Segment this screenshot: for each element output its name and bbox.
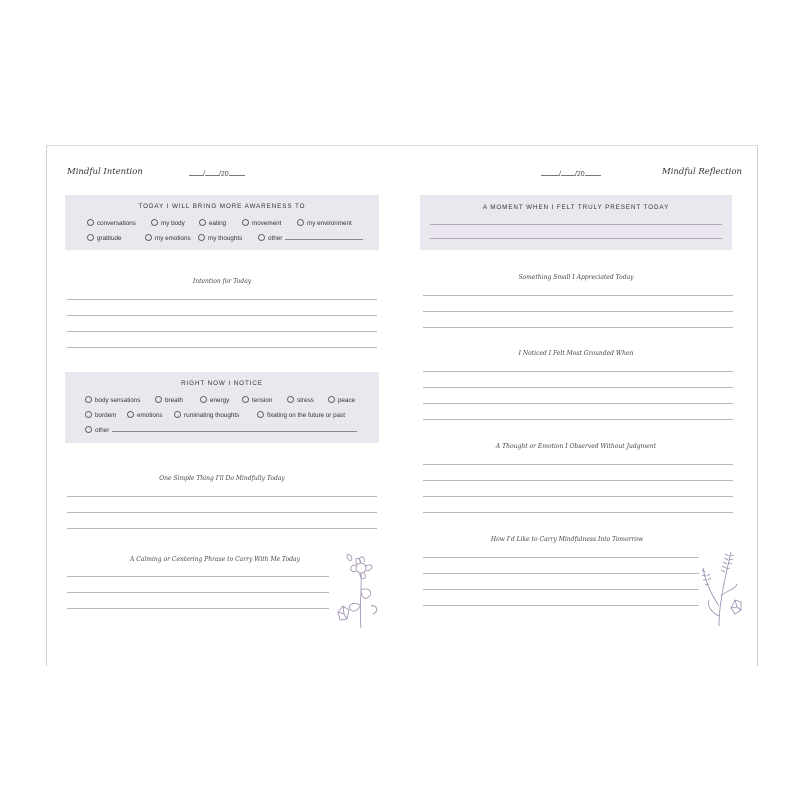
left-date-field[interactable] [189,168,245,178]
other-write-line[interactable] [285,238,363,240]
awareness-option[interactable]: conversations [87,219,136,227]
awareness-option[interactable]: eating [199,219,226,227]
notice-option[interactable]: emotions [127,411,163,419]
notice-option[interactable]: energy [200,396,229,404]
writing-line[interactable] [67,315,377,316]
prompt-grounded: I Noticed I Felt Most Grounded When [518,350,634,357]
checkbox-circle-icon[interactable] [87,234,94,241]
prompt-tomorrow: How I'd Like to Carry Mindfulness Into Tomorrow [490,536,644,543]
notice-option[interactable]: peace [328,396,355,404]
writing-line[interactable] [67,512,377,513]
date-year-prefix: /20 [574,171,585,178]
awareness-box [65,195,379,250]
checkbox-circle-icon[interactable] [85,426,92,433]
awareness-title: TODAY I WILL BRING MORE AWARENESS TO [138,203,306,210]
checkbox-circle-icon[interactable] [85,396,92,403]
checkbox-circle-icon[interactable] [198,234,205,241]
prompt-simple-thing: One Simple Thing I'll Do Mindfully Today [159,475,285,482]
notice-option-other[interactable]: other [85,426,357,434]
checkbox-circle-icon[interactable] [87,219,94,226]
checkbox-circle-icon[interactable] [151,219,158,226]
notice-option[interactable]: stress [287,396,314,404]
right-page-title: Mindful Reflection [662,167,742,177]
notice-option[interactable]: breath [155,396,183,404]
journal-spread [46,145,758,666]
right-date-field[interactable] [541,168,601,178]
notice-option[interactable]: ruminating thoughts [174,411,239,419]
date-year-prefix: /20 [218,171,229,178]
checkbox-circle-icon[interactable] [85,411,92,418]
awareness-option[interactable]: movement [242,219,281,227]
writing-line[interactable] [67,331,377,332]
writing-line[interactable] [423,589,699,590]
checkbox-circle-icon[interactable] [242,396,249,403]
checkbox-circle-icon[interactable] [258,234,265,241]
prompt-thought: A Thought or Emotion I Observed Without Judgment [495,443,657,450]
writing-line[interactable] [67,299,377,300]
checkbox-circle-icon[interactable] [127,411,134,418]
writing-line[interactable] [423,605,699,606]
writing-line[interactable] [423,557,699,558]
checkbox-circle-icon[interactable] [297,219,304,226]
writing-line[interactable] [423,327,733,328]
present-moment-title: A MOMENT WHEN I FELT TRULY PRESENT TODAY [482,204,670,211]
writing-line[interactable] [423,403,733,404]
lavender-illustration-icon [697,546,747,628]
awareness-option-other[interactable]: other [258,234,363,242]
writing-line[interactable] [67,347,377,348]
awareness-option[interactable]: my environment [297,219,352,227]
checkbox-circle-icon[interactable] [242,219,249,226]
notice-option[interactable]: bordem [85,411,116,419]
writing-line[interactable] [423,419,733,420]
writing-line[interactable] [67,496,377,497]
checkbox-circle-icon[interactable] [200,396,207,403]
checkbox-circle-icon[interactable] [257,411,264,418]
awareness-option[interactable]: my emotions [145,234,191,242]
checkbox-circle-icon[interactable] [328,396,335,403]
date-slash: / [559,171,561,178]
writing-line[interactable] [423,512,733,513]
checkbox-circle-icon[interactable] [145,234,152,241]
writing-line[interactable] [423,295,733,296]
notice-option[interactable]: tension [242,396,272,404]
awareness-option[interactable]: gratitude [87,234,122,242]
writing-line[interactable] [67,608,329,609]
prompt-appreciated: Something Small I Appreciated Today [518,274,634,281]
awareness-option[interactable]: my body [151,219,185,227]
writing-line[interactable] [423,573,699,574]
notice-title: RIGHT NOW I NOTICE [181,380,263,387]
writing-line[interactable] [423,387,733,388]
notice-option[interactable]: body sensations [85,396,141,404]
present-moment-box [420,195,732,250]
prompt-calming-phrase: A Calming or Centering Phrase to Carry With Me Today [129,556,301,563]
other-write-line[interactable] [112,430,357,432]
writing-line[interactable] [423,464,733,465]
checkbox-circle-icon[interactable] [174,411,181,418]
writing-line[interactable] [430,224,722,225]
notice-option[interactable]: fixating on the future or past [257,411,345,419]
writing-line[interactable] [423,311,733,312]
writing-line[interactable] [423,371,733,372]
writing-line[interactable] [430,238,722,239]
notice-box [65,372,379,443]
writing-line[interactable] [67,592,329,593]
awareness-option[interactable]: my thoughts [198,234,242,242]
floral-illustration-icon [331,550,387,630]
date-slash: / [203,171,205,178]
writing-line[interactable] [423,480,733,481]
left-page-title: Mindful Intention [67,167,143,177]
writing-line[interactable] [423,496,733,497]
writing-line[interactable] [67,576,329,577]
writing-line[interactable] [67,528,377,529]
prompt-intention: Intention for Today [192,278,252,285]
checkbox-circle-icon[interactable] [155,396,162,403]
checkbox-circle-icon[interactable] [287,396,294,403]
checkbox-circle-icon[interactable] [199,219,206,226]
